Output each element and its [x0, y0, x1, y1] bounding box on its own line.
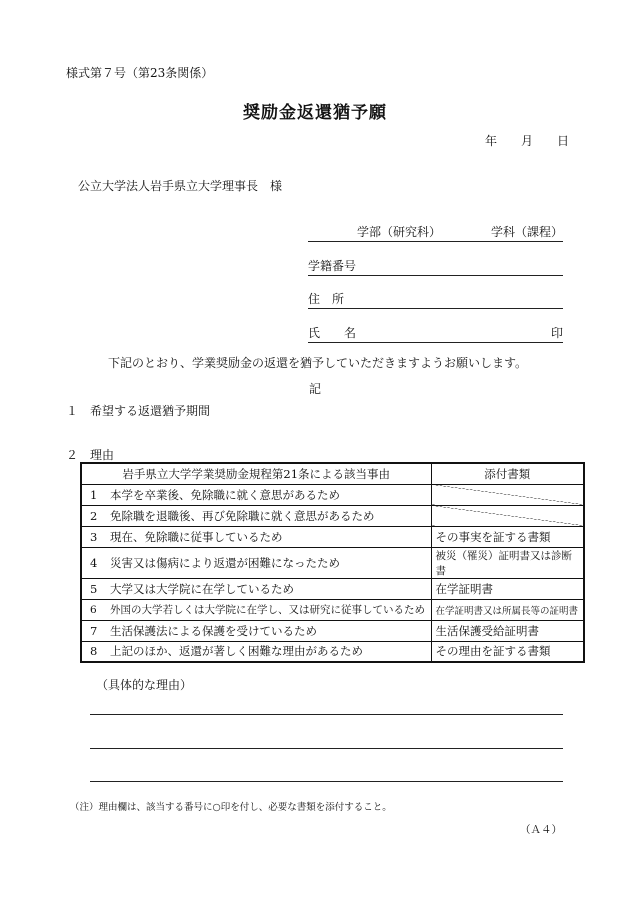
row-reason: 上記のほか、返還が著しく困難な理由があるため [110, 644, 363, 659]
specific-reason-label: （具体的な理由） [96, 678, 193, 692]
row-number: 4 [90, 555, 98, 570]
student-id-label: 学籍番号 [308, 259, 357, 273]
header-docs: 添付書類 [431, 463, 584, 484]
row-number: 2 [90, 508, 98, 523]
row-reason: 免除職を退職後、再び免除職に就く意思があるため [110, 508, 375, 523]
reason-write-line-1 [90, 714, 563, 715]
request-text: 下記のとおり、学業奨励金の返還を猶予していただきますようお願いします。 [108, 356, 528, 370]
date-month-label: 月 [521, 134, 534, 148]
name-label: 氏 名 [308, 326, 357, 340]
row-number: 3 [90, 529, 98, 544]
row-doc: 在学証明書 [431, 578, 584, 599]
section-2-heading: ２ 理由 [66, 448, 115, 462]
row-reason: 外国の大学若しくは大学院に在学し、又は研究に従事しているため [110, 604, 425, 616]
faculty-label: 学部（研究科） [357, 225, 442, 239]
date-day-label: 日 [557, 134, 570, 148]
table-row [81, 620, 584, 641]
date-year-label: 年 [485, 134, 498, 148]
row-number: 7 [90, 623, 98, 638]
reasons-table [80, 462, 585, 663]
table-row [81, 641, 584, 662]
name-line [308, 326, 563, 343]
addressee: 公立大学法人岩手県立大学理事長 様 [78, 179, 283, 193]
row-doc: その事実を証する書類 [431, 526, 584, 547]
paper-size: （Ａ４） [520, 824, 562, 836]
footnote: （注）理由欄は、該当する番号に○印を付し、必要な書類を添付すること。 [70, 802, 392, 813]
department-label: 学科（課程） [491, 225, 564, 239]
row-reason: 本学を卒業後、免除職に就く意思があるため [110, 487, 340, 502]
table-header-row [81, 463, 584, 484]
section-1-heading: １ 希望する返還猶予期間 [66, 404, 211, 418]
table-row [81, 578, 584, 599]
seal-label: 印 [550, 326, 563, 340]
document-title: 奨励金返還猶予願 [243, 103, 387, 123]
student-id-line [308, 259, 563, 276]
row-reason: 大学又は大学院に在学しているため [110, 581, 294, 596]
header-reason: 岩手県立大学学業奨励金規程第21条による該当事由 [81, 463, 431, 484]
table-row [81, 526, 584, 547]
row-number: 1 [90, 487, 98, 502]
row-number: 5 [90, 581, 98, 596]
row-doc: 生活保護受給証明書 [431, 620, 584, 641]
table-row [81, 599, 584, 620]
row-number: 6 [90, 604, 97, 616]
faculty-line [308, 225, 563, 242]
row-number: 8 [90, 644, 98, 659]
row-reason: 災害又は傷病により返還が困難になったため [110, 555, 340, 570]
table-row [81, 547, 584, 578]
row-reason: 生活保護法による保護を受けているため [110, 623, 317, 638]
row-doc-empty [431, 505, 584, 526]
row-doc: 被災（罹災）証明書又は診断書 [431, 547, 584, 578]
row-doc-empty [431, 484, 584, 505]
table-row [81, 505, 584, 526]
ki-marker: 記 [308, 382, 321, 396]
address-label: 住 所 [308, 292, 345, 306]
form-number: 様式第７号（第23条関係） [66, 66, 214, 80]
table-row [81, 484, 584, 505]
row-doc: 在学証明書又は所属長等の証明書 [431, 599, 584, 620]
reason-write-line-3 [90, 781, 563, 782]
address-line [308, 292, 563, 309]
reason-write-line-2 [90, 748, 563, 749]
row-reason: 現在、免除職に従事しているため [110, 529, 283, 544]
row-doc: その理由を証する書類 [431, 641, 584, 662]
